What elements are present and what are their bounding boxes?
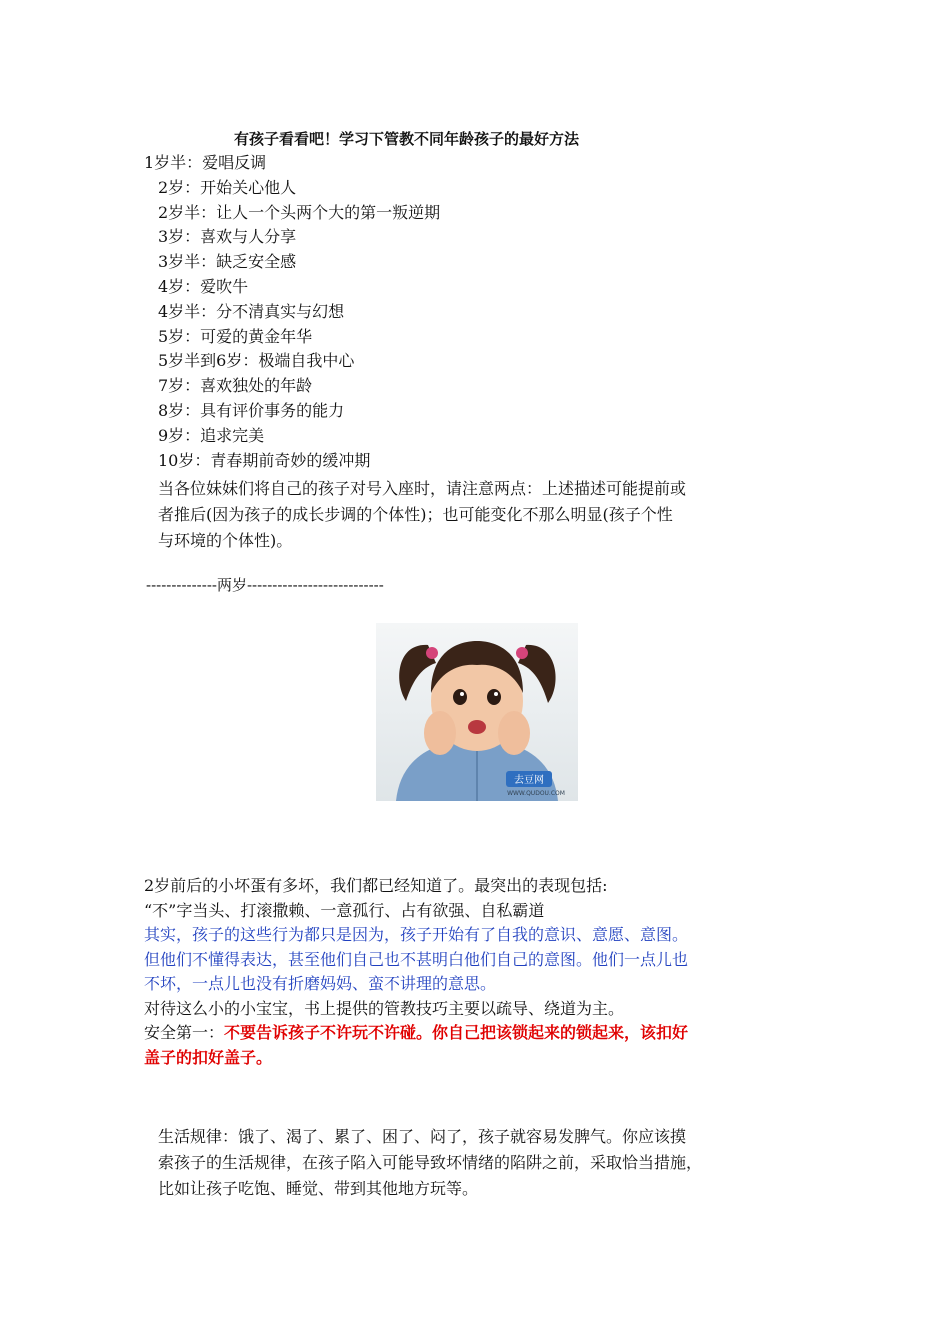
- age-item: 3岁：喜欢与人分享: [158, 227, 297, 247]
- text-line: 生活规律：饿了、渴了、累了、困了、闷了，孩子就容易发脾气。你应该摸: [158, 1127, 687, 1146]
- safety-emphasis-cont: 盖子的扣好盖子。: [144, 1047, 273, 1067]
- age-item: 5岁半到6岁：极端自我中心: [158, 351, 355, 371]
- age-item: 2岁半：让人一个头两个大的第一叛逆期: [158, 202, 441, 222]
- watermark-url: WWW.QUDOU.COM: [507, 790, 565, 797]
- text-line: 2岁前后的小坏蛋有多坏，我们都已经知道了。最突出的表现包括:: [144, 876, 608, 895]
- age-item: 9岁：追求完美: [158, 425, 265, 445]
- age-list: [144, 151, 440, 473]
- age-item: 3岁半：缺乏安全感: [158, 252, 297, 272]
- note-line: 与环境的个体性)。: [158, 531, 293, 550]
- age-item: 10岁：青春期前奇妙的缓冲期: [158, 450, 371, 470]
- highlight-line: 但他们不懂得表达，甚至他们自己也不甚明白他们自己的意图。他们一点儿也: [144, 949, 689, 969]
- age-item: 4岁半：分不清真实与幻想: [158, 301, 345, 321]
- note-line: 当各位妹妹们将自己的孩子对号入座时，请注意两点：上述描述可能提前或: [158, 479, 687, 498]
- highlight-line: 不坏，一点儿也没有折磨妈妈、蛮不讲理的意思。: [144, 974, 497, 993]
- two-year-section: [144, 874, 688, 1070]
- child-illustration: [376, 623, 578, 801]
- age-item: 4岁：爱吹牛: [158, 276, 249, 296]
- safety-emphasis: 不要告诉孩子不许玩不许碰。你自己把该锁起来的锁起来，该扣好: [224, 1023, 689, 1042]
- age-item: 1岁半：爱唱反调: [144, 153, 267, 172]
- section-divider: --------------两岁---------------------------: [146, 576, 384, 594]
- age-item: 7岁：喜欢独处的年龄: [158, 376, 313, 396]
- page-title: 有孩子看看吧！学习下管教不同年龄孩子的最好方法: [234, 130, 580, 148]
- highlight-line: 其实，孩子的这些行为都只是因为，孩子开始有了自我的意识、意愿、意图。: [144, 925, 689, 944]
- child-photo: [376, 623, 578, 801]
- note-line: 者推后(因为孩子的成长步调的个体性)；也可能变化不那么明显(孩子个性: [158, 505, 673, 524]
- text-line: 索孩子的生活规律，在孩子陷入可能导致坏情绪的陷阱之前，采取恰当措施，: [158, 1153, 703, 1172]
- safety-label: 安全第一：: [144, 1023, 225, 1042]
- text-line: “不”字当头、打滚撒赖、一意孤行、占有欲强、自私霸道: [144, 900, 545, 920]
- watermark-logo: 去豆网: [514, 775, 544, 786]
- age-item: 5岁：可爱的黄金年华: [158, 326, 313, 346]
- text-line: 对待这么小的小宝宝，书上提供的管教技巧主要以疏导、绕道为主。: [144, 998, 625, 1018]
- age-item: 2岁：开始关心他人: [158, 177, 297, 197]
- routine-paragraph: [158, 1124, 702, 1202]
- safety-line: [144, 1021, 688, 1046]
- age-item: 8岁：具有评价事务的能力: [158, 400, 345, 420]
- note-paragraph: [158, 476, 808, 554]
- text-line: 比如让孩子吃饱、睡觉、带到其他地方玩等。: [158, 1179, 479, 1198]
